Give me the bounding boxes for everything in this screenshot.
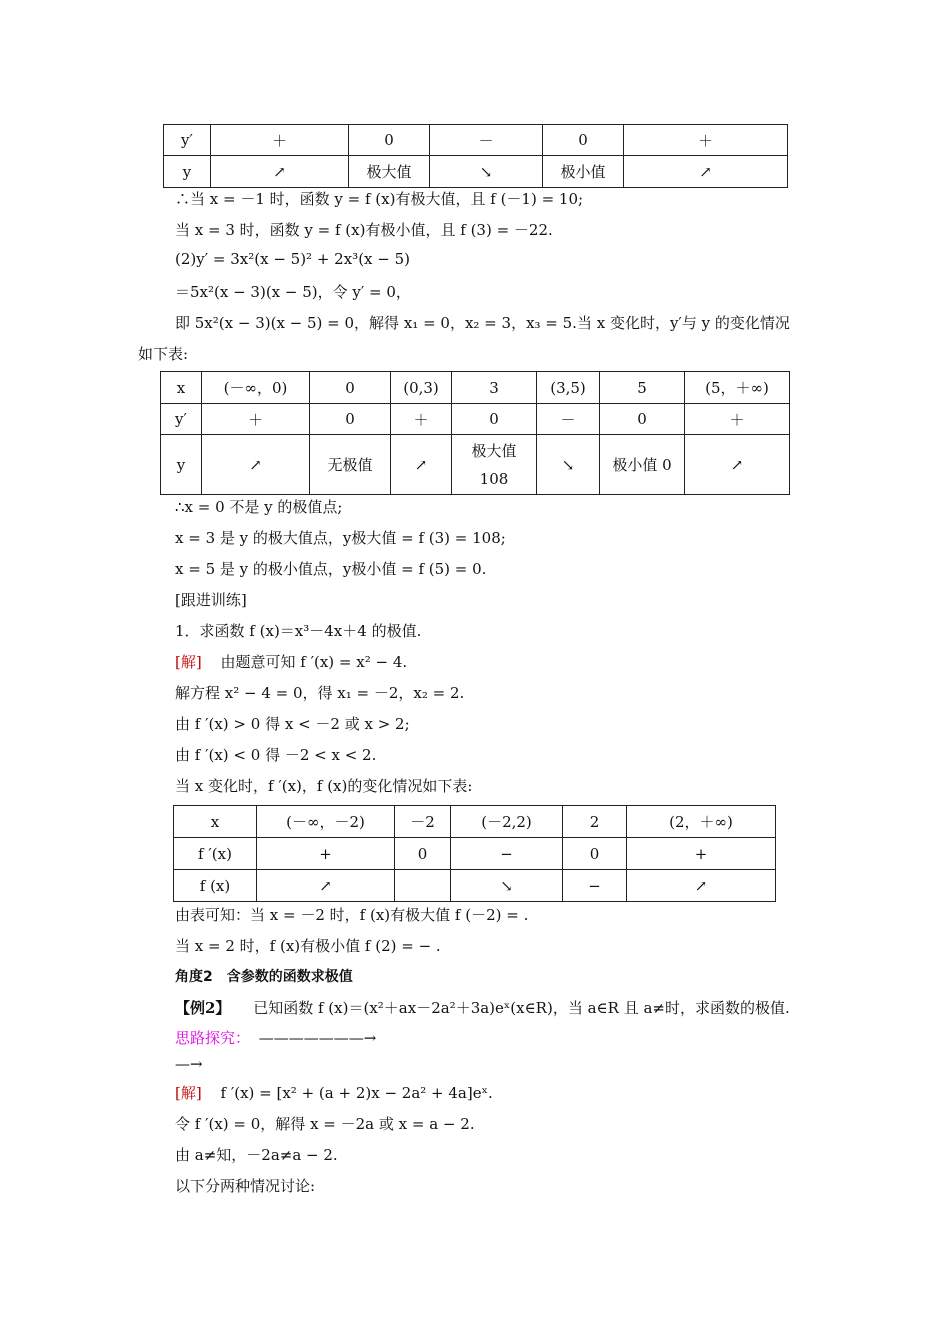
text-line: f ′(x) = [x² + (a + 2)x − 2a² + 4a]eˣ. (220, 1084, 493, 1102)
text-line: 由题意可知 f ′(x) = x² − 4. (220, 653, 408, 671)
arrow-line: ———————→ (258, 1029, 377, 1047)
table-cell: ＋ (624, 125, 788, 156)
solution-line (175, 651, 407, 672)
table-cell: 0 (310, 404, 391, 435)
table-cell: − (451, 838, 563, 870)
table-cell: 0 (349, 125, 430, 156)
table-cell: ＋ (391, 404, 452, 435)
table-cell: 0 (600, 404, 685, 435)
text-line: 当 x 变化时，f ′(x)，f (x)的变化情况如下表: (175, 777, 473, 795)
table-cell: (－2,2) (451, 806, 563, 838)
text-line: 由 f ′(x) < 0 得 －2 < x < 2. (175, 746, 377, 764)
text-line: 如下表: (138, 345, 189, 363)
table-cell: (－∞，0) (202, 372, 310, 404)
example-line (175, 997, 790, 1018)
table-cell: ＋ (211, 125, 349, 156)
text-line: 当 x = 2 时，f (x)有极小值 f (2) = − . (175, 937, 441, 955)
table-cell: 极大值 108 (452, 435, 537, 495)
text-line: 以下分两种情况讨论: (175, 1177, 316, 1195)
text-line: x = 3 是 y 的极大值点，y极大值 = f (3) = 108; (175, 529, 506, 547)
table-derivative-sign-1 (163, 124, 788, 188)
table-cell: ↘ (430, 156, 543, 188)
text-line: 令 f ′(x) = 0，解得 x = －2a 或 x = a − 2. (175, 1115, 475, 1133)
table-cell: y (161, 435, 202, 495)
approach-line (175, 1027, 376, 1048)
table-derivative-sign-3 (173, 805, 776, 902)
table-cell: ↘ (537, 435, 600, 495)
text-line: 解方程 x² − 4 = 0，得 x₁ = －2，x₂ = 2. (175, 684, 465, 702)
table-cell: (0,3) (391, 372, 452, 404)
table-cell: (3,5) (537, 372, 600, 404)
section-heading: [跟进训练] (175, 591, 247, 609)
table-cell: (5，＋∞) (685, 372, 790, 404)
example-label: 【例2】 (175, 999, 231, 1017)
text-line: 即 5x²(x − 3)(x − 5) = 0，解得 x₁ = 0，x₂ = 3，x₃ = 5.当 x 变化时，y′与 y 的变化情况 (175, 314, 790, 332)
table-cell: ↗ (202, 435, 310, 495)
text-line: 由 a≠知，－2a≠a − 2. (175, 1146, 338, 1164)
table-cell: 0 (563, 838, 627, 870)
text-line: ＝5x²(x − 3)(x − 5)，令 y′ = 0， (175, 283, 411, 301)
table-cell: 无极值 (310, 435, 391, 495)
approach-label: 思路探究： (175, 1029, 251, 1047)
table-cell: y′ (164, 125, 211, 156)
table-cell: 极大值 (349, 156, 430, 188)
table-cell: − (563, 870, 627, 902)
example-question: 已知函数 f (x)＝(x²＋ax－2a²＋3a)eˣ(x∈R)，当 a∈R 且 a≠时，求函数的极值. (253, 999, 790, 1017)
table-derivative-sign-2 (160, 371, 790, 495)
subsection-heading: 角度2 含参数的函数求极值 (175, 969, 353, 985)
table-cell: 0 (543, 125, 624, 156)
solution-label: [解] (175, 1084, 202, 1102)
table-cell: ↗ (624, 156, 788, 188)
table-cell: ＋ (202, 404, 310, 435)
table-cell: ↘ (451, 870, 563, 902)
table-cell: 0 (452, 404, 537, 435)
table-cell: y (164, 156, 211, 188)
exercise-question: 1．求函数 f (x)＝x³－4x＋4 的极值. (175, 622, 422, 640)
solution-label: [解] (175, 653, 202, 671)
table-cell: 2 (563, 806, 627, 838)
table-cell: + (257, 838, 395, 870)
table-cell: ＋ (685, 404, 790, 435)
table-cell: 0 (395, 838, 451, 870)
table-cell: ↗ (391, 435, 452, 495)
table-cell: ↗ (257, 870, 395, 902)
table-cell (395, 870, 451, 902)
table-cell: ↗ (211, 156, 349, 188)
text-line: ∴当 x = －1 时，函数 y = f (x)有极大值，且 f (－1) = 10; (175, 190, 584, 208)
text-line: 当 x = 3 时，函数 y = f (x)有极小值，且 f (3) = －22. (175, 221, 553, 239)
table-cell: 5 (600, 372, 685, 404)
text-line: 由 f ′(x) > 0 得 x < －2 或 x > 2; (175, 715, 410, 733)
table-cell: + (627, 838, 776, 870)
table-cell: － (430, 125, 543, 156)
table-cell: y′ (161, 404, 202, 435)
table-cell: f (x) (174, 870, 257, 902)
table-cell: －2 (395, 806, 451, 838)
text-line: 由表可知：当 x = －2 时，f (x)有极大值 f (－2) = . (175, 906, 529, 924)
table-cell: 3 (452, 372, 537, 404)
table-cell: (－∞，－2) (257, 806, 395, 838)
table-cell: f ′(x) (174, 838, 257, 870)
table-cell: ↗ (685, 435, 790, 495)
arrow-line: —→ (175, 1055, 203, 1073)
text-line: x = 5 是 y 的极小值点，y极小值 = f (5) = 0. (175, 560, 487, 578)
solution-line (175, 1082, 493, 1103)
text-line: (2)y′ = 3x²(x − 5)² + 2x³(x − 5) (175, 250, 411, 268)
table-cell: ↗ (627, 870, 776, 902)
table-cell: x (161, 372, 202, 404)
table-cell: x (174, 806, 257, 838)
table-cell: － (537, 404, 600, 435)
table-cell: 0 (310, 372, 391, 404)
table-cell: 极小值 0 (600, 435, 685, 495)
table-cell: 极小值 (543, 156, 624, 188)
text-line: ∴x = 0 不是 y 的极值点; (175, 498, 343, 516)
table-cell: (2，＋∞) (627, 806, 776, 838)
